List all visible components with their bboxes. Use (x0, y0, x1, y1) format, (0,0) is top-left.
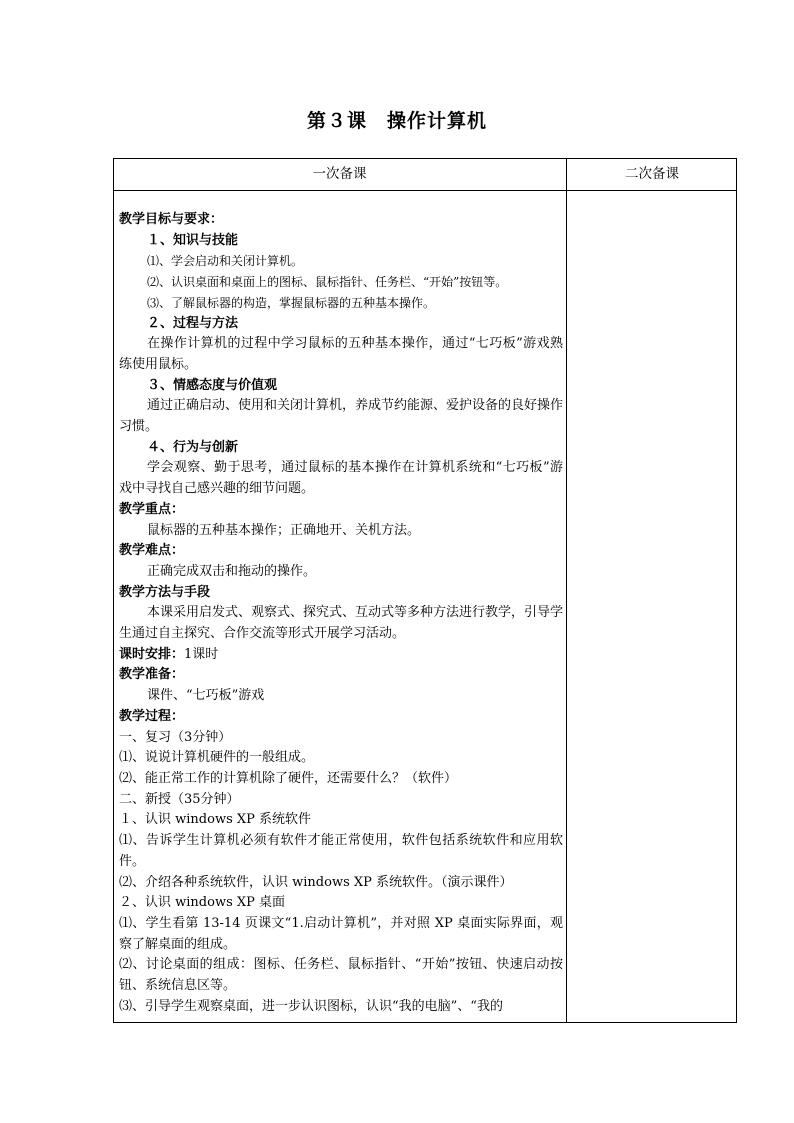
body-line: ⑶、了解鼠标器的构造，掌握鼠标器的五种基本操作。 (147, 295, 436, 310)
body-line: 二、新授（35分钟） (119, 791, 240, 807)
body-line-value: 1课时 (184, 646, 219, 662)
body-line: 鼠标器的五种基本操作；正确地开、关机方法。 (147, 522, 421, 538)
header-first-prep: 一次备课 (312, 166, 367, 182)
body-line: 教学难点： (119, 543, 185, 559)
body-line: 学会观察、勤于思考，通过鼠标的基本操作在计算机系统和“七巧板”游戏中寻找自己感兴趣的细节问题。 (119, 460, 563, 497)
body-line: ⑵、介绍各种系统软件，认识 windows XP 系统软件。（演示课件） (119, 874, 513, 890)
body-line: 教学准备： (119, 667, 185, 683)
body-line: 课件、“七巧板”游戏 (147, 688, 265, 704)
header-second-prep: 二次备课 (625, 166, 679, 182)
body-line: 教学方法与手段 (119, 584, 211, 600)
body-line: 在操作计算机的过程中学习鼠标的五种基本操作，通过“七巧板”游戏熟练使用鼠标。 (119, 336, 563, 372)
header-divider (113, 190, 737, 191)
body-line: １、认识 windows XP 系统软件 (119, 812, 312, 828)
lesson-plan-body (119, 210, 563, 1017)
body-line: ２、认识 windows XP 桌面 (119, 895, 286, 911)
body-line: １、知识与技能 (147, 232, 239, 248)
body-line: ⑴、学会启动和关闭计算机。 (147, 254, 304, 269)
body-line: ４、行为与创新 (147, 439, 239, 455)
column-divider (566, 158, 567, 1023)
body-line: ⑴、学生看第 13-14 页课文“1.启动计算机”，并对照 XP 桌面实际界面，观察了解桌面的组成。 (119, 915, 563, 952)
body-line: ３、情感态度与价值观 (147, 377, 278, 393)
body-line: ⑶、引导学生观察桌面，进一步认识图标，认识“我的电脑”、“我的 (119, 998, 503, 1014)
body-line: 本课采用启发式、观察式、探究式、互动式等多种方法进行教学，引导学生通过自主探究、合作交流等形式开展学习活动。 (119, 605, 564, 642)
body-line: 通过正确启动、使用和关闭计算机，养成节约能源、爱护设备的良好操作习惯。 (119, 398, 564, 435)
body-line: 教学目标与要求： (119, 212, 224, 227)
body-line: 教学重点： (119, 501, 185, 517)
body-line: ⑵、能正常工作的计算机除了硬件，还需要什么？（软件） (119, 770, 458, 786)
body-line: 教学过程： (119, 708, 185, 724)
body-line: ⑴、说说计算机硬件的一般组成。 (119, 750, 315, 766)
body-line: ⑴、告诉学生计算机必须有软件才能正常使用，软件包括系统软件和应用软件。 (119, 833, 563, 869)
body-line: 一、复习（3分钟） (119, 729, 232, 745)
body-line (119, 645, 563, 666)
body-line: 正确完成双击和拖动的操作。 (147, 563, 317, 579)
body-line: ⑵、讨论桌面的组成：图标、任务栏、鼠标指针、“开始”按钮、快速启动按钮、系统信息区等。 (119, 957, 563, 994)
body-line: ⑵、认识桌面和桌面上的图标、鼠标指针、任务栏、“开始”按钮等。 (147, 275, 508, 290)
body-line: ２、过程与方法 (147, 315, 239, 331)
body-line-label: 课时安排： (119, 646, 185, 662)
lesson-title: 第３课 操作计算机 (306, 110, 487, 132)
